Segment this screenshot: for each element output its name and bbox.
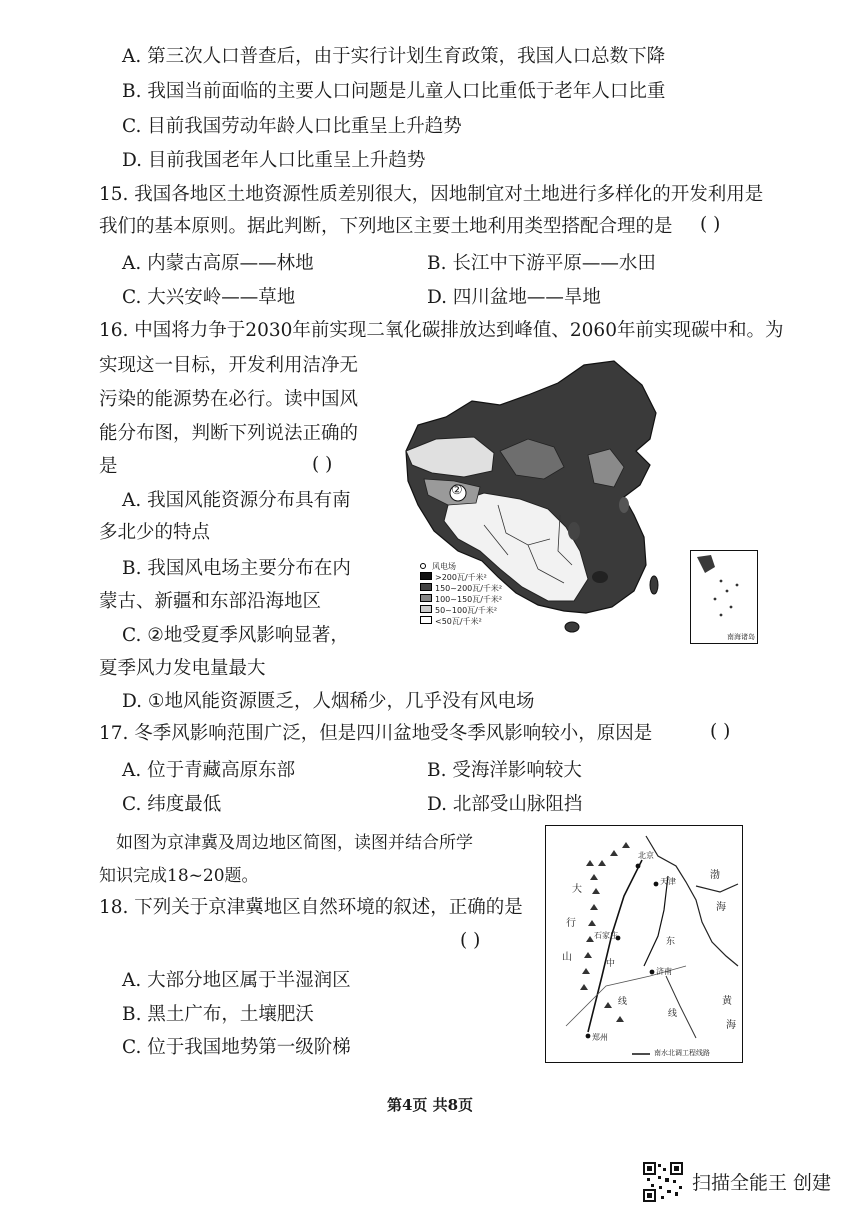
intro-line1: 如图为京津冀及周边地区简图，读图并结合所学 — [116, 833, 473, 853]
city-beijing: 北京 — [638, 851, 654, 860]
label-tai: 大 — [572, 884, 582, 895]
q16-option-b-line1: B. 我国风电场主要分布在内 — [122, 558, 351, 579]
q16-option-d: D. ①地风能资源匮乏，人烟稀少，几乎没有风电场 — [122, 691, 535, 712]
q18-stem: 18. 下列关于京津冀地区自然环境的叙述，正确的是 — [99, 897, 523, 918]
legend-label: 100~150瓦/千米² — [435, 595, 503, 604]
legend-level-1 — [420, 572, 510, 583]
q18-option-c: C. 位于我国地势第一级阶梯 — [122, 1037, 351, 1058]
label-shan: 山 — [562, 952, 572, 963]
label-huang-hai: 海 — [726, 1020, 736, 1031]
south-china-sea-inset — [690, 550, 758, 644]
q14-option-d: D. 目前我国老年人口比重呈上升趋势 — [122, 150, 426, 171]
page-footer: 第4页 共8页 — [386, 1096, 474, 1114]
q15-option-d: D. 四川盆地——旱地 — [427, 287, 601, 308]
legend-level-2 — [420, 583, 510, 594]
legend-label: 风电场 — [432, 562, 456, 571]
q16-option-c-line2: 夏季风力发电量最大 — [99, 658, 266, 679]
q16-stem-line1: 16. 中国将力争于2030年前实现二氧化碳排放达到峰值、2060年前实现碳中和。为 — [99, 320, 784, 341]
q18-option-a: A. 大部分地区属于半湿润区 — [122, 970, 351, 991]
q15-option-c: C. 大兴安岭——草地 — [122, 287, 296, 308]
city-zhengzhou: 郑州 — [592, 1033, 608, 1042]
q18-answer-paren: ( ) — [460, 930, 481, 951]
q15-stem-line1: 15. 我国各地区土地资源性质差别很大，因地制宜对土地进行多样化的开发利用是 — [99, 184, 764, 205]
q16-option-b-line2: 蒙古、新疆和东部沿海地区 — [99, 591, 322, 612]
q17-option-a: A. 位于青藏高原东部 — [122, 760, 296, 781]
q16-answer-paren: ( ) — [312, 454, 333, 475]
q17-stem: 17. 冬季风影响范围广泛，但是四川盆地受冬季风影响较小，原因是 — [99, 723, 653, 744]
legend-label: 150~200瓦/千米² — [435, 584, 503, 593]
legend-label: 50~100瓦/千米² — [435, 606, 498, 615]
q15-option-b: B. 长江中下游平原——水田 — [427, 253, 656, 274]
jjj-map — [545, 825, 743, 1063]
city-shijiazhuang: 石家庄 — [594, 931, 618, 940]
q17-option-b: B. 受海洋影响较大 — [427, 760, 582, 781]
qr-code-icon — [643, 1162, 683, 1202]
label-zhong-xian: 线 — [618, 997, 628, 1007]
legend-label: <50瓦/千米² — [435, 617, 482, 626]
q15-stem-line2: 我们的基本原则。据此判断，下列地区主要土地利用类型搭配合理的是 — [99, 216, 673, 237]
q16-stem-line2: 实现这一目标，开发利用洁净无 — [99, 355, 359, 376]
q18-option-b: B. 黑土广布，土壤肥沃 — [122, 1004, 314, 1025]
q17-option-d: D. 北部受山脉阻挡 — [427, 794, 583, 815]
q15-option-a: A. 内蒙古高原——林地 — [122, 253, 314, 274]
china-wind-map — [388, 355, 670, 643]
wind-map-legend — [420, 561, 510, 627]
label-dong: 东 — [666, 937, 676, 947]
q17-option-c: C. 纬度最低 — [122, 794, 222, 815]
q17-answer-paren: ( ) — [710, 721, 731, 742]
legend-wind-farm — [420, 561, 510, 572]
q15-answer-paren: ( ) — [700, 214, 721, 235]
legend-level-3 — [420, 594, 510, 605]
q16-stem-line3: 污染的能源势在必行。读中国风 — [99, 389, 359, 410]
city-jinan: 济南 — [656, 967, 672, 976]
label-dong-xian: 线 — [668, 1009, 678, 1019]
label-huang: 黄 — [722, 996, 732, 1007]
label-hang: 行 — [566, 918, 576, 929]
legend-label: >200瓦/千米² — [435, 573, 487, 582]
legend-level-5 — [420, 616, 510, 627]
q14-option-a: A. 第三次人口普查后，由于实行计划生育政策，我国人口总数下降 — [122, 46, 666, 67]
q16-option-a-line1: A. 我国风能资源分布具有南 — [122, 490, 351, 511]
q14-option-b: B. 我国当前面临的主要人口问题是儿童人口比重低于老年人口比重 — [122, 81, 666, 102]
q16-stem-line5: 是 — [99, 456, 118, 477]
label-bo: 渤 — [710, 870, 720, 881]
q14-option-c: C. 目前我国劳动年龄人口比重呈上升趋势 — [122, 116, 462, 137]
brand-watermark: 扫描全能王 创建 — [692, 1172, 832, 1194]
label-bo-hai: 海 — [716, 902, 726, 913]
intro-line2: 知识完成18~20题。 — [99, 866, 259, 886]
q16-option-a-line2: 多北少的特点 — [99, 522, 211, 543]
jjj-map-legend: 南水北调工程线路 — [654, 1049, 710, 1057]
label-zhong: 中 — [606, 959, 616, 969]
inset-label: 南海诸岛 — [727, 633, 755, 641]
legend-level-4 — [420, 605, 510, 616]
city-tianjin: 天津 — [660, 877, 676, 886]
map-marker-2: ② — [451, 483, 463, 498]
q16-stem-line4: 能分布图，判断下列说法正确的 — [99, 423, 359, 444]
q16-option-c-line1: C. ②地受夏季风影响显著， — [122, 625, 349, 646]
